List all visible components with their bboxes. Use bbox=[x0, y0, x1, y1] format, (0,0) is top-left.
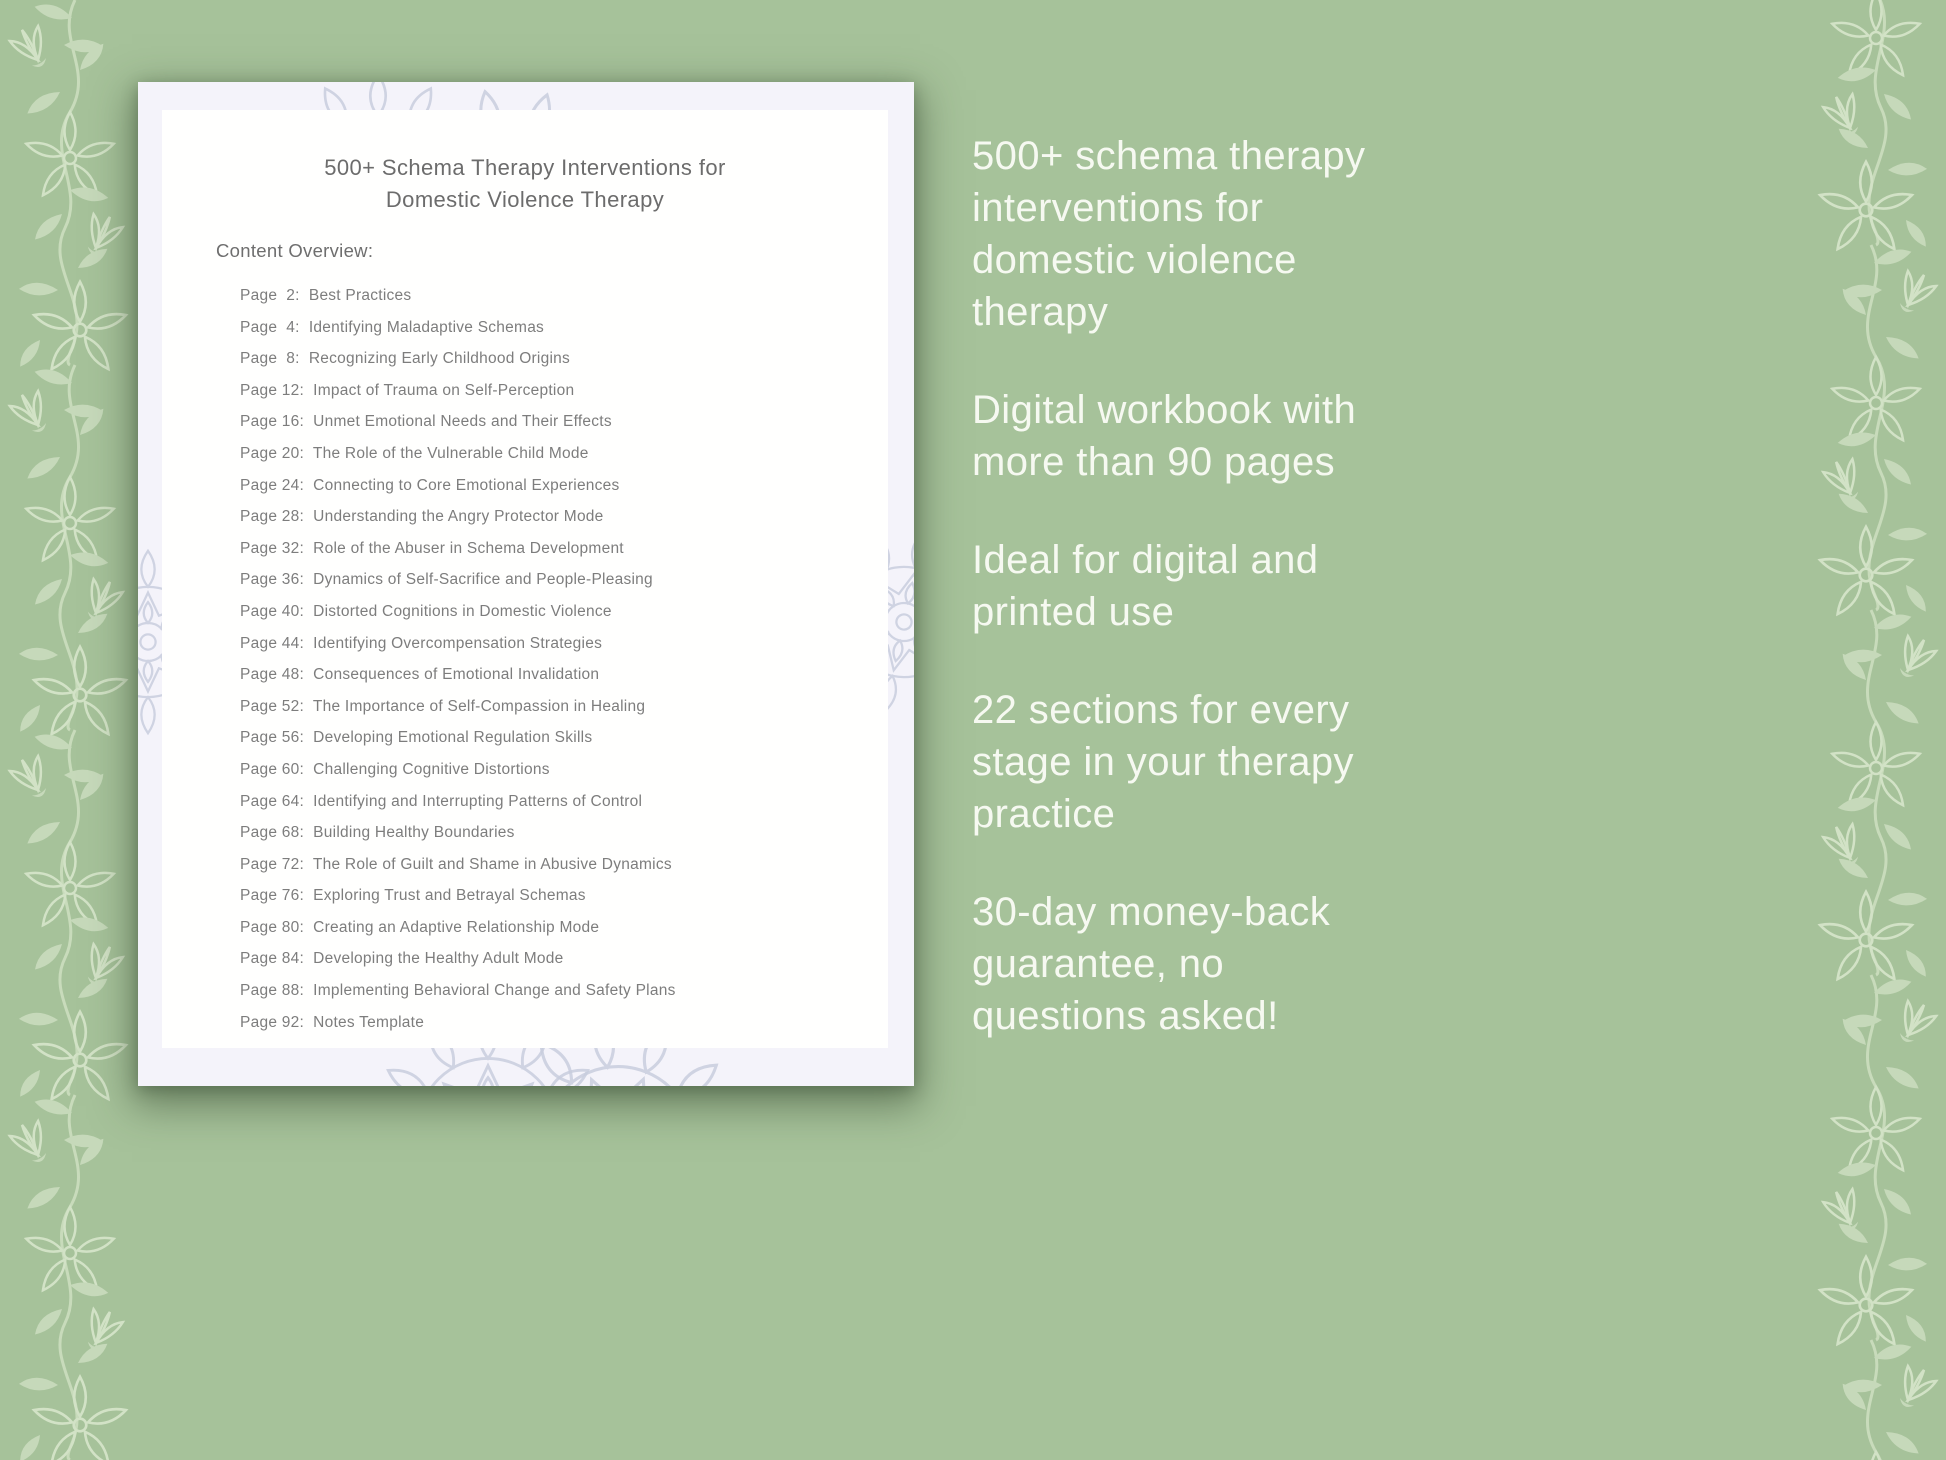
marketing-line: Digital workbook with bbox=[972, 388, 1357, 432]
toc-item: Page 48: Consequences of Emotional Invalidation bbox=[240, 666, 600, 684]
toc-item: Page 4: Identifying Maladaptive Schemas bbox=[240, 318, 545, 336]
marketing-line: printed use bbox=[972, 590, 1175, 634]
toc-item: Page 88: Implementing Behavioral Change and Safety Plans bbox=[240, 982, 676, 1000]
floral-vine-icon bbox=[0, 0, 150, 1460]
marketing-line: questions asked! bbox=[972, 994, 1279, 1038]
marketing-block-guarantee bbox=[972, 886, 1592, 1042]
toc-item: Page 60: Challenging Cognitive Distortions bbox=[240, 760, 550, 778]
toc-item: Page 20: The Role of the Vulnerable Child Mode bbox=[240, 444, 589, 462]
marketing-line: interventions for bbox=[972, 186, 1264, 230]
toc-item: Page 40: Distorted Cognitions in Domestic Violence bbox=[240, 602, 612, 620]
marketing-panel bbox=[972, 0, 1592, 1088]
toc-item: Page 2: Best Practices bbox=[240, 287, 412, 304]
toc-item: Page 36: Dynamics of Self-Sacrifice and People-Pleasing bbox=[240, 571, 653, 589]
document-title bbox=[162, 152, 888, 216]
marketing-line: 500+ schema therapy bbox=[972, 134, 1366, 178]
marketing-line: Ideal for digital and bbox=[972, 538, 1319, 582]
marketing-line: 22 sections for every bbox=[972, 688, 1350, 732]
toc-item: Page 92: Notes Template bbox=[240, 1013, 425, 1031]
document-content bbox=[162, 110, 888, 1048]
marketing-line: practice bbox=[972, 792, 1116, 836]
marketing-line: therapy bbox=[972, 290, 1109, 334]
toc-item: Page 72: The Role of Guilt and Shame in Abusive Dynamics bbox=[240, 855, 672, 873]
marketing-block-sections bbox=[972, 684, 1592, 840]
content-overview-label: Content Overview: bbox=[216, 240, 374, 261]
marketing-line: stage in your therapy bbox=[972, 740, 1354, 784]
toc-item: Page 28: Understanding the Angry Protector Mode bbox=[240, 508, 604, 526]
marketing-line: guarantee, no bbox=[972, 942, 1225, 986]
toc-item: Page 8: Recognizing Early Childhood Origins bbox=[240, 350, 571, 368]
toc-item: Page 12: Impact of Trauma on Self-Perception bbox=[240, 381, 575, 399]
toc-item: Page 44: Identifying Overcompensation Strategies bbox=[240, 634, 603, 652]
toc-item: Page 24: Connecting to Core Emotional Experiences bbox=[240, 476, 620, 494]
document-title-line1: 500+ Schema Therapy Interventions for bbox=[324, 155, 726, 180]
toc-item: Page 56: Developing Emotional Regulation Skills bbox=[240, 729, 593, 747]
toc-item: Page 68: Building Healthy Boundaries bbox=[240, 824, 515, 842]
document-title-line2: Domestic Violence Therapy bbox=[385, 187, 665, 212]
toc-item: Page 76: Exploring Trust and Betrayal Schemas bbox=[240, 887, 586, 905]
toc-item: Page 80: Creating an Adaptive Relationship Mode bbox=[240, 918, 600, 936]
marketing-block-workbook bbox=[972, 384, 1592, 488]
toc-item: Page 32: Role of the Abuser in Schema Development bbox=[240, 539, 624, 557]
floral-vine-icon bbox=[1796, 0, 1946, 1460]
marketing-line: more than 90 pages bbox=[972, 440, 1336, 484]
marketing-line: domestic violence bbox=[972, 238, 1297, 282]
toc-item: Page 52: The Importance of Self-Compassion in Healing bbox=[240, 697, 646, 715]
marketing-line: 30-day money-back bbox=[972, 890, 1331, 934]
toc-item: Page 64: Identifying and Interrupting Patterns of Control bbox=[240, 792, 643, 810]
table-of-contents bbox=[162, 280, 888, 1038]
marketing-block-product bbox=[972, 130, 1592, 338]
toc-item: Page 16: Unmet Emotional Needs and Their Effects bbox=[240, 413, 612, 431]
toc-item: Page 84: Developing the Healthy Adult Mode bbox=[240, 950, 564, 968]
marketing-block-usage bbox=[972, 534, 1592, 638]
document-page bbox=[138, 82, 914, 1086]
